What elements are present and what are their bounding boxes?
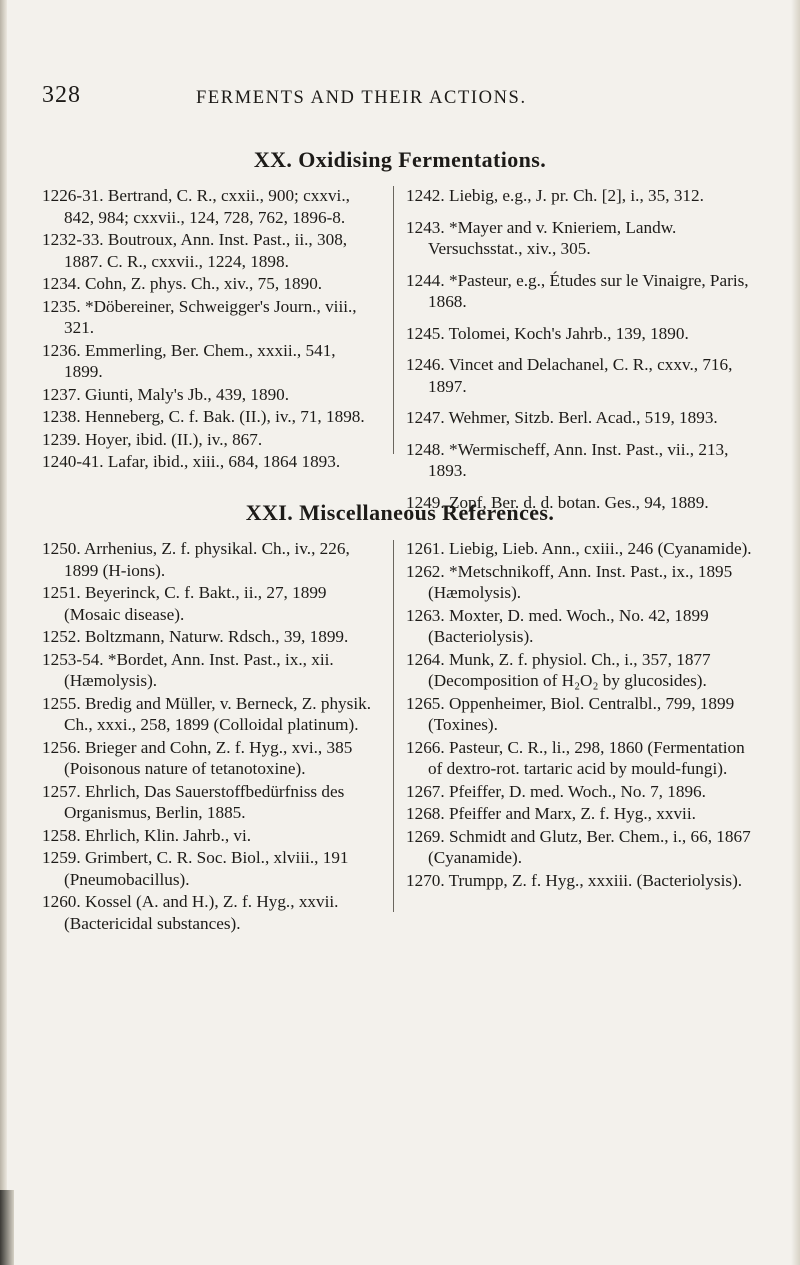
reference-entry: 1261. Liebig, Lieb. Ann., cxiii., 246 (Cyanamide). [406,539,752,558]
references-column-left [42,185,372,474]
reference-entry: 1239. Hoyer, ibid. (II.), iv., 867. [42,429,263,449]
reference-entry: 1243. *Mayer and v. Knieriem, Landw. Versuchsstat., xiv., 305. [406,217,677,258]
page-edge-left [0,0,7,1265]
reference-entry: 1256. Brieger and Cohn, Z. f. Hyg., xvi., 385 (Poisonous nature of tetanotoxine). [42,737,353,778]
references-column-right [406,538,756,892]
section-title-miscellaneous: XXI. Miscellaneous References. [245,500,555,525]
reference-entry: 1260. Kossel (A. and H.), Z. f. Hyg., xxvii. (Bactericidal substances). [42,892,339,933]
reference-entry: 1267. Pfeiffer, D. med. Woch., No. 7, 1896. [406,781,706,801]
binding-mark [0,1190,14,1265]
reference-entry: 1237. Giunti, Maly's Jb., 439, 1890. [42,384,290,404]
reference-entry: 1266. Pasteur, C. R., li., 298, 1860 (Fermentation of dextro-rot. tartaric acid by mould-fungi). [406,737,745,778]
reference-entry: 1245. Tolomei, Koch's Jahrb., 139, 1890. [406,323,689,343]
reference-entry: 1253-54. *Bordet, Ann. Inst. Past., ix., xii. (Hæmolysis). [42,649,334,690]
reference-entry: 1246. Vincet and Delachanel, C. R., cxxv., 716, 1897. [406,355,733,396]
reference-entry: 1232-33. Boutroux, Ann. Inst. Past., ii., 308, 1887. C. R., cxxvii., 1224, 1898. [42,230,348,271]
reference-entry: 1240-41. Lafar, ibid., xiii., 684, 1864 1893. [42,452,341,471]
reference-entry: 1255. Bredig and Müller, v. Berneck, Z. physik. Ch., xxxi., 258, 1899 (Colloidal platinum). [42,693,371,734]
reference-entry: 1258. Ehrlich, Klin. Jahrb., vi. [42,825,252,845]
reference-entry: 1244. *Pasteur, e.g., Études sur le Vinaigre, Paris, 1868. [406,270,749,311]
reference-entry: 1252. Boltzmann, Naturw. Rdsch., 39, 1899. [42,627,349,646]
reference-entry: 1262. *Metschnikoff, Ann. Inst. Past., ix., 1895 (Hæmolysis). [406,561,733,602]
reference-entry: 1235. *Döbereiner, Schweigger's Journ., viii., 321. [42,296,357,337]
reference-entry: 1242. Liebig, e.g., J. pr. Ch. [2], i., 35, 312. [406,186,704,205]
reference-entry: 1238. Henneberg, C. f. Bak. (II.), iv., 71, 1898. [42,407,365,426]
running-head: FERMENTS AND THEIR ACTIONS. [196,88,527,108]
reference-entry: 1269. Schmidt and Glutz, Ber. Chem., i., 66, 1867 (Cyanamide). [406,826,751,867]
page-header [42,82,762,116]
page-edge-right [791,0,800,1265]
reference-entry: 1270. Trumpp, Z. f. Hyg., xxxiii. (Bacteriolysis). [406,870,743,890]
reference-entry: 1250. Arrhenius, Z. f. physikal. Ch., iv., 226, 1899 (H-ions). [42,539,350,580]
reference-entry: 1263. Moxter, D. med. Woch., No. 42, 1899 (Bacteriolysis). [406,605,709,646]
reference-entry: 1251. Beyerinck, C. f. Bakt., ii., 27, 1899 (Mosaic disease). [42,583,327,624]
reference-entry: 1264. Munk, Z. f. physiol. Ch., i., 357, 1877 (Decomposition of H₂O₂ by glucosides). [406,649,711,690]
section-title-oxidising: XX. Oxidising Fermentations. [253,147,547,172]
reference-entry: 1259. Grimbert, C. R. Soc. Biol., xlviii., 191 (Pneumobacillus). [42,848,349,889]
references-column-right [406,185,756,523]
reference-entry: 1248. *Wermischeff, Ann. Inst. Past., vii., 213, 1893. [406,439,729,480]
column-divider [393,540,394,912]
page-number: 328 [42,82,81,108]
reference-entry: 1268. Pfeiffer and Marx, Z. f. Hyg., xxvii. [406,804,696,823]
references-column-left [42,538,372,935]
reference-entry: 1247. Wehmer, Sitzb. Berl. Acad., 519, 1893. [406,408,718,427]
reference-entry: 1265. Oppenheimer, Biol. Centralbl., 799, 1899 (Toxines). [406,693,735,734]
column-divider [393,186,394,454]
reference-entry: 1236. Emmerling, Ber. Chem., xxxii., 541, 1899. [42,340,336,381]
reference-entry: 1226-31. Bertrand, C. R., cxxii., 900; cxxvi., 842, 984; cxxvii., 124, 728, 762, 1896-8. [42,186,350,227]
reference-entry: 1249. Zopf, Ber. d. d. botan. Ges., 94, 1889. [406,492,709,512]
reference-entry: 1234. Cohn, Z. phys. Ch., xiv., 75, 1890. [42,274,323,293]
reference-entry: 1257. Ehrlich, Das Sauerstoffbedürfniss des Organismus, Berlin, 1885. [42,781,345,822]
